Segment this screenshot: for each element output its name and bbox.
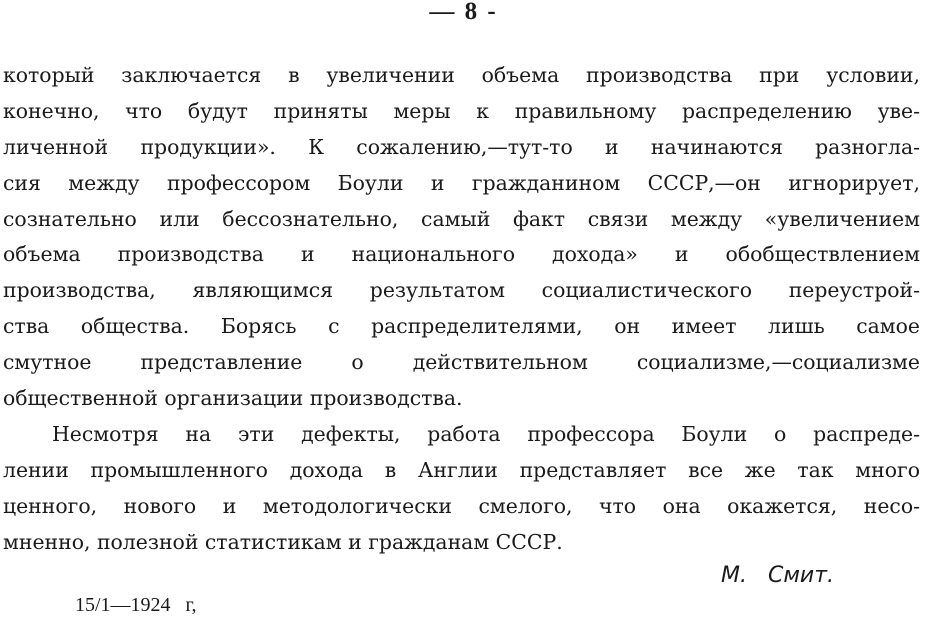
- author-signature: М. Смит.: [721, 563, 835, 588]
- paragraph-2: [3, 417, 920, 561]
- text-line: объема производства и национального дохода» и обобществлением: [3, 242, 920, 267]
- paragraph-1: [3, 58, 920, 417]
- text-line: Несмотря на эти дефекты, работа профессора Боули о распреде-: [52, 421, 920, 446]
- date: 15/1—1924 г,: [75, 594, 197, 616]
- body-text: [3, 58, 920, 560]
- text-line: который заключается в увеличении объема производства при условии,: [3, 63, 920, 87]
- text-line: производства, являющимся результатом социалистического переустрой-: [3, 278, 920, 303]
- page-number: — 8 -: [429, 0, 498, 25]
- text-line: сия между профессором Боули и гражданином СССР,—он игнорирует,: [3, 170, 920, 195]
- text-line: общественной организации производства.: [3, 386, 463, 411]
- text-line: мненно, полезной статистикам и гражданам СССР.: [3, 529, 563, 554]
- text-line: смутное представление о действительном социализме,—социализме: [3, 350, 920, 375]
- text-line: конечно, что будут приняты меры к правильному распределению уве-: [3, 98, 920, 123]
- text-line: ства общества. Борясь с распределителями, он имеет лишь самое: [3, 314, 920, 339]
- text-line: личенной продукции». К сожалению,—тут-то и начинаются разногла-: [3, 134, 920, 159]
- text-line: лении промышленного дохода в Англии представляет все же так много: [3, 457, 920, 482]
- text-line: сознательно или бессознательно, самый факт связи между «увеличением: [3, 206, 920, 231]
- text-line: ценного, нового и методологически смелого, что она окажется, несо-: [3, 493, 920, 518]
